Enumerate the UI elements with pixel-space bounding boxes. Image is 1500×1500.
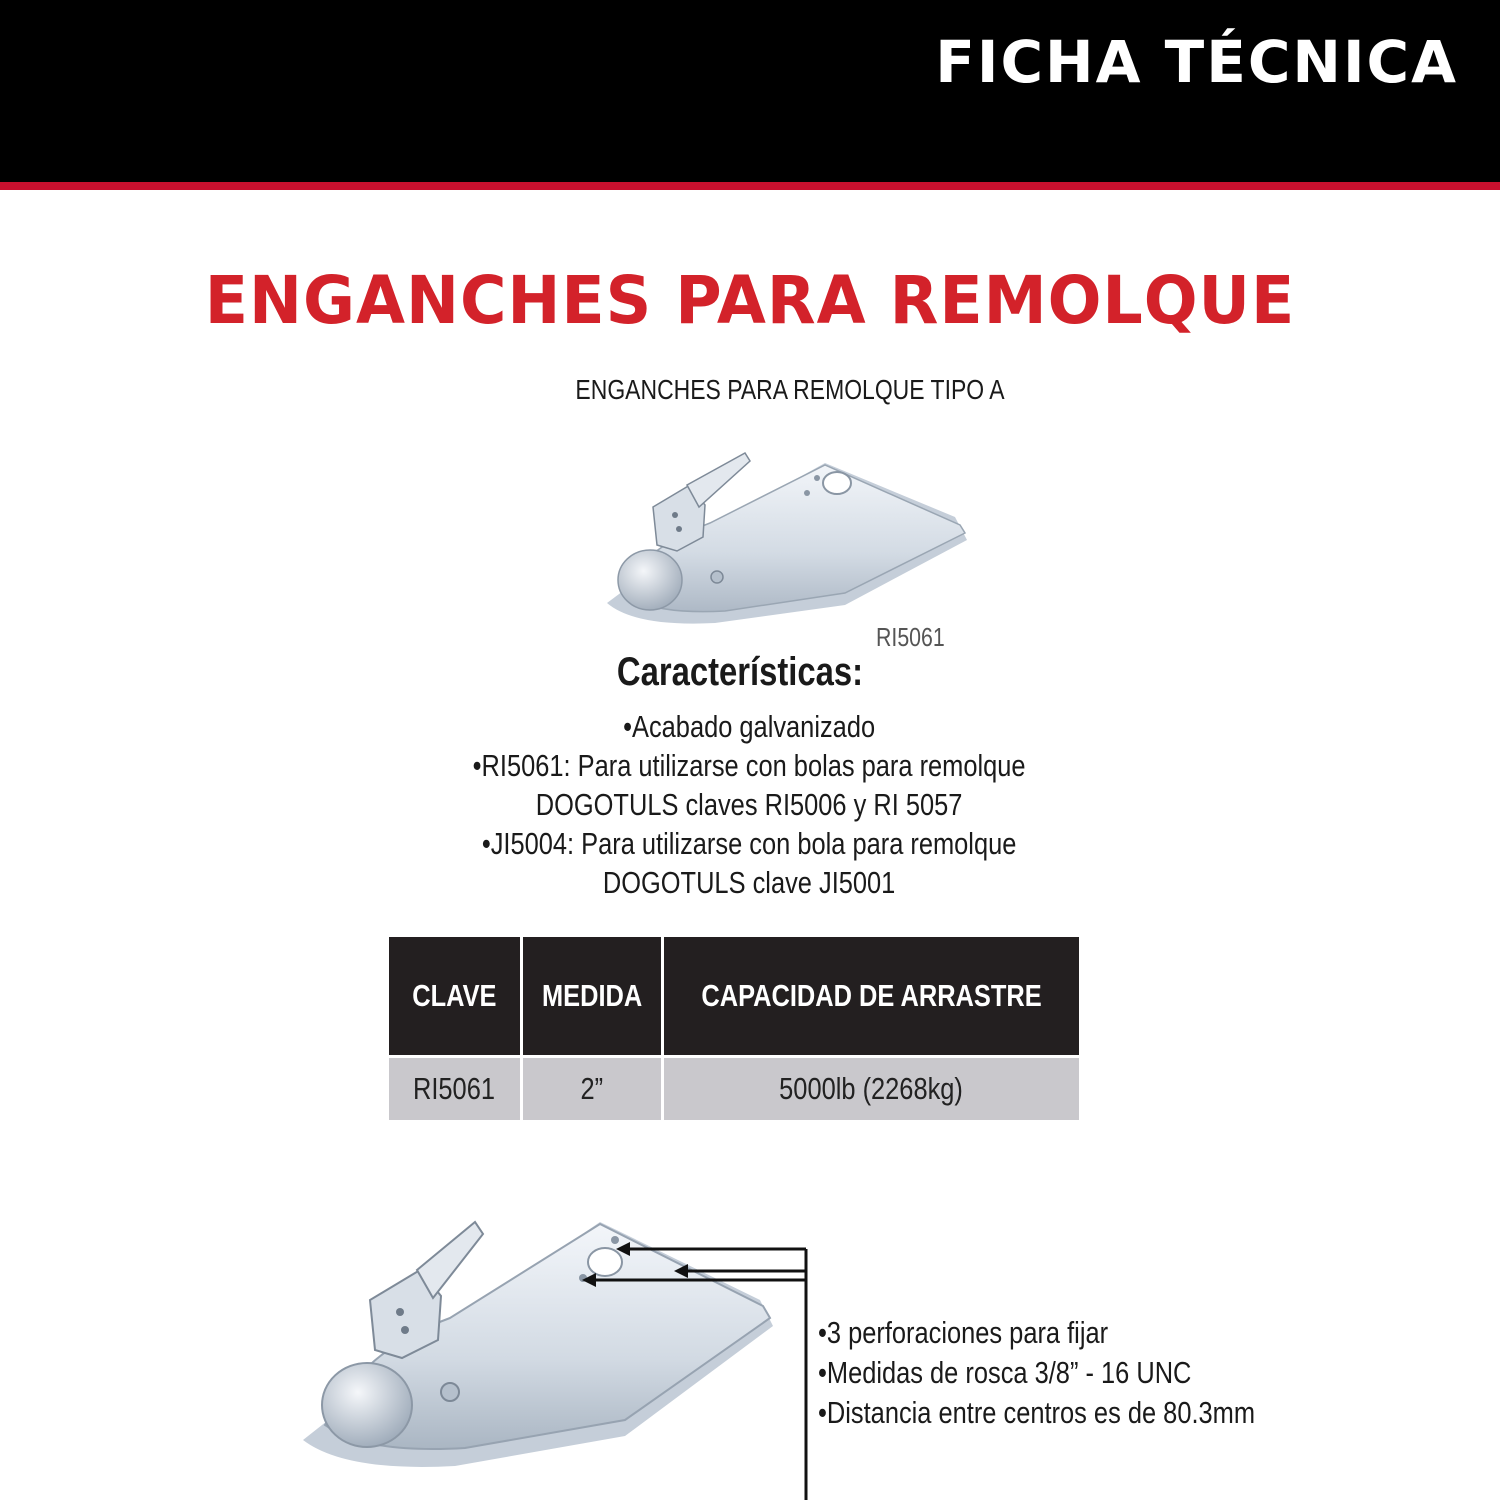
callout-item: •3 perforaciones para fijar: [818, 1315, 1109, 1350]
subtitle: ENGANCHES PARA REMOLQUE TIPO A: [575, 374, 1005, 405]
features-list: [134, 707, 1364, 902]
callout-item: •Medidas de rosca 3/8” - 16 UNC: [818, 1355, 1192, 1390]
table-row: [389, 1057, 1079, 1121]
table-cell-capacidad: 5000lb (2268kg): [662, 1057, 1079, 1121]
column-header-capacidad: CAPACIDAD DE ARRASTRE: [662, 937, 1079, 1057]
header-title: FICHA TÉCNICA: [935, 28, 1458, 96]
callout-arrows: [570, 1230, 830, 1500]
feature-item: DOGOTULS claves RI5006 y RI 5057: [535, 787, 963, 822]
column-header-medida: MEDIDA: [521, 937, 662, 1057]
table-header-row: [389, 937, 1079, 1057]
feature-item: •Acabado galvanizado: [623, 709, 876, 744]
feature-item: •JI5004: Para utilizarse con bola para remolque: [481, 826, 1017, 861]
table-cell-medida: 2”: [521, 1057, 662, 1121]
spec-table: [389, 937, 1079, 1120]
feature-item: DOGOTULS clave JI5001: [602, 865, 896, 900]
product-code-label: RI5061: [876, 622, 945, 652]
features-heading: Características:: [616, 650, 864, 694]
feature-item: •RI5061: Para utilizarse con bolas para remolque: [472, 748, 1026, 783]
column-header-clave: CLAVE: [389, 937, 521, 1057]
main-title: ENGANCHES PARA REMOLQUE: [204, 262, 1296, 339]
callout-item: •Distancia entre centros es de 80.3mm: [818, 1395, 1256, 1430]
callout-list: [818, 1313, 1255, 1433]
table-cell-clave: RI5061: [389, 1057, 521, 1121]
trailer-coupler-image: [595, 445, 975, 645]
header-accent-stripe: [0, 182, 1500, 190]
